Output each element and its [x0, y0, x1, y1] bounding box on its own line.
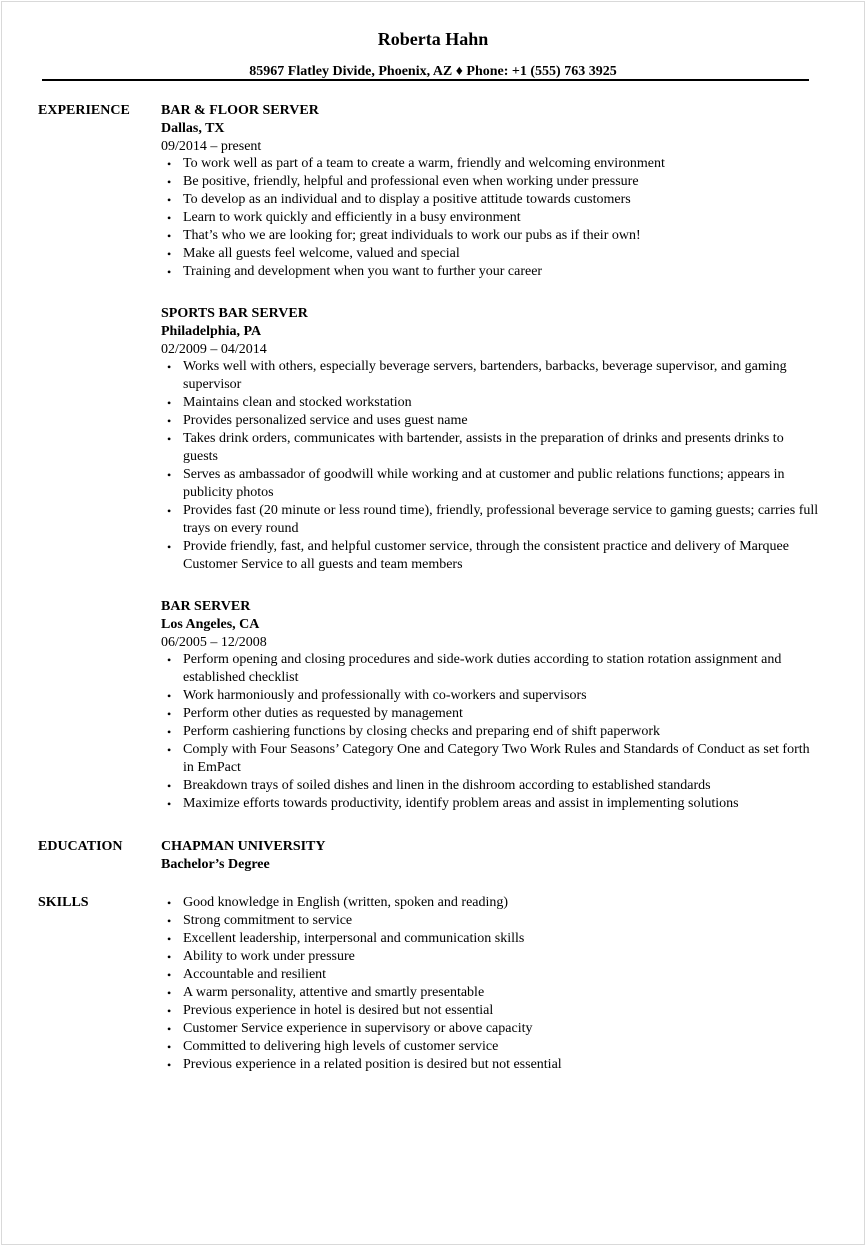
duty-item: • Work harmoniously and professionally with co-workers and supervisors [161, 687, 821, 705]
job-entry [161, 305, 821, 574]
experience-heading: EXPERIENCE [38, 103, 130, 118]
duty-item: • Maximize efforts towards productivity, identify problem areas and assist in implementing solutions [161, 795, 821, 813]
skill-item: • Ability to work under pressure [161, 948, 821, 966]
job-title: SPORTS BAR SERVER [161, 306, 308, 321]
skill-item: • Previous experience in a related position is desired but not essential [161, 1056, 821, 1074]
contact-line: 85967 Flatley Divide, Phoenix, AZ ♦ Phone: +1 (555) 763 3925 [249, 64, 617, 79]
skill-item: • Accountable and resilient [161, 966, 821, 984]
duty-item: • Provide friendly, fast, and helpful customer service, through the consistent practice and delivery of Marquee Customer Service to all guests and team members [161, 538, 821, 574]
duty-item: • Comply with Four Seasons’ Category One and Category Two Work Rules and Standards of Conduct as set forth in EmPact [161, 741, 821, 777]
degree: Bachelor’s Degree [161, 857, 270, 872]
duty-item: • To develop as an individual and to display a positive attitude towards customers [161, 191, 821, 209]
job-duties [161, 651, 821, 813]
skill-item: • Good knowledge in English (written, spoken and reading) [161, 894, 821, 912]
job-entry [161, 598, 821, 813]
job-duties [161, 155, 821, 281]
skill-item: • Strong commitment to service [161, 912, 821, 930]
skill-item: • Excellent leadership, interpersonal and communication skills [161, 930, 821, 948]
job-title: BAR SERVER [161, 599, 251, 614]
duty-item: • Perform other duties as requested by management [161, 705, 821, 723]
job-entry [161, 102, 821, 281]
experience-list [161, 102, 821, 837]
job-dates: 09/2014 – present [161, 139, 262, 154]
school-name: CHAPMAN UNIVERSITY [161, 839, 326, 854]
job-dates: 06/2005 – 12/2008 [161, 635, 267, 650]
duty-item: • To work well as part of a team to create a warm, friendly and welcoming environment [161, 155, 821, 173]
header-divider [42, 79, 809, 81]
skills-list-wrap [161, 894, 821, 1074]
duty-item: • Training and development when you want to further your career [161, 263, 821, 281]
skill-item: • Previous experience in hotel is desired but not essential [161, 1002, 821, 1020]
job-location: Philadelphia, PA [161, 324, 262, 339]
candidate-name: Roberta Hahn [377, 29, 489, 49]
education-heading: EDUCATION [38, 839, 123, 854]
duty-item: • Works well with others, especially beverage servers, bartenders, barbacks, beverage supervisor, and gaming supervisor [161, 358, 821, 394]
resume-header [0, 28, 866, 81]
job-location: Dallas, TX [161, 121, 225, 136]
education-entry [161, 838, 821, 874]
duty-item: • Serves as ambassador of goodwill while working and at customer and public relations functions; appears in publicity photos [161, 466, 821, 502]
duty-item: • That’s who we are looking for; great individuals to work our pubs as if their own! [161, 227, 821, 245]
skills-list [161, 894, 821, 1074]
duty-item: • Be positive, friendly, helpful and professional even when working under pressure [161, 173, 821, 191]
skill-item: • Customer Service experience in supervisory or above capacity [161, 1020, 821, 1038]
duty-item: • Takes drink orders, communicates with bartender, assists in the preparation of drinks and presents drinks to guests [161, 430, 821, 466]
duty-item: • Perform cashiering functions by closing checks and preparing end of shift paperwork [161, 723, 821, 741]
skill-item: • A warm personality, attentive and smartly presentable [161, 984, 821, 1002]
job-location: Los Angeles, CA [161, 617, 260, 632]
duty-item: • Provides personalized service and uses guest name [161, 412, 821, 430]
duty-item: • Maintains clean and stocked workstation [161, 394, 821, 412]
duty-item: • Provides fast (20 minute or less round time), friendly, professional beverage service to gaming guests; carries full trays on every round [161, 502, 821, 538]
duty-item: • Learn to work quickly and efficiently in a busy environment [161, 209, 821, 227]
job-dates: 02/2009 – 04/2014 [161, 342, 267, 357]
skills-heading: SKILLS [38, 895, 89, 910]
skill-item: • Committed to delivering high levels of customer service [161, 1038, 821, 1056]
job-duties [161, 358, 821, 574]
duty-item: • Breakdown trays of soiled dishes and linen in the dishroom according to established standards [161, 777, 821, 795]
job-title: BAR & FLOOR SERVER [161, 103, 319, 118]
duty-item: • Make all guests feel welcome, valued and special [161, 245, 821, 263]
duty-item: • Perform opening and closing procedures and side-work duties according to station rotation assignment and established checklist [161, 651, 821, 687]
